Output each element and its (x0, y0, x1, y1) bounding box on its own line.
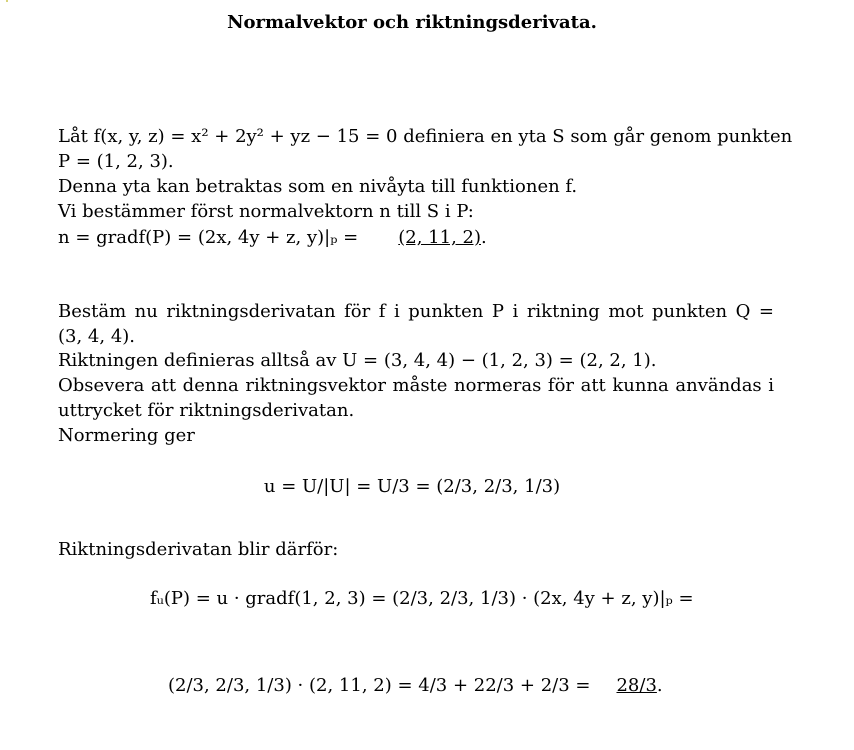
paragraph-line: Riktningen definieras alltså av U = (3, 4, 4) − (1, 2, 3) = (2, 2, 1). (58, 350, 657, 371)
normal-vector-equation (58, 226, 487, 250)
paragraph-line: Vi bestämmer först normalvektorn n till S i P: (58, 201, 474, 222)
equation-end: . (656, 675, 663, 696)
normalization-equation: u = U/|U| = U/3 = (2/3, 2/3, 1/3) (263, 476, 561, 497)
paragraph-line: Obsevera att denna riktningsvektor måste normeras för att kunna användas i (58, 375, 774, 396)
normal-vector-result: (2, 11, 2) (398, 227, 481, 248)
paragraph-line: Låt f(x, y, z) = x² + 2y² + yz − 15 = 0 definiera en yta S som går genom punkten (58, 126, 793, 147)
equation-left: n = gradf(P) = (2x, 4y + z, y)|ₚ = (58, 227, 359, 248)
equation-end: . (481, 227, 487, 248)
corner-mark (6, 0, 8, 2)
equation-left: (2/3, 2/3, 1/3) · (2, 11, 2) = 4/3 + 22/3 + 2/3 = (168, 675, 591, 696)
paragraph-line: Normering ger (58, 425, 195, 446)
directional-derivative-equation: fᵤ(P) = u · gradf(1, 2, 3) = (2/3, 2/3, 1/3) · (2x, 4y + z, y)|ₚ = (150, 588, 694, 609)
page-title: Normalvektor och riktningsderivata. (227, 12, 597, 33)
final-result-value: 28/3 (616, 675, 657, 696)
paragraph-line: Denna yta kan betraktas som en nivåyta till funktionen f. (58, 176, 578, 197)
paragraph-line: (3, 4, 4). (58, 326, 136, 347)
final-result-equation (168, 675, 663, 696)
paragraph-line: P = (1, 2, 3). (58, 151, 174, 172)
paragraph-line: Riktningsderivatan blir därför: (58, 539, 339, 560)
paragraph-line: uttrycket för riktningsderivatan. (58, 400, 355, 421)
paragraph-line: Bestäm nu riktningsderivatan för f i punkten P i riktning mot punkten Q = (58, 301, 774, 322)
